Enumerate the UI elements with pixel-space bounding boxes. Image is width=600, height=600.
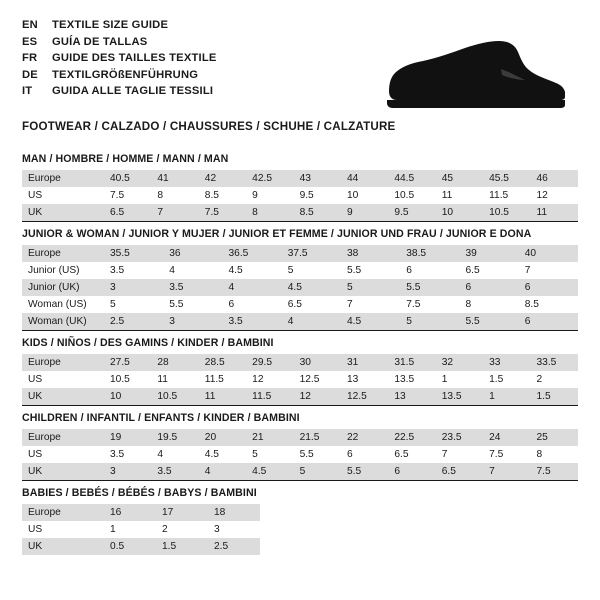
cell: 6.5 — [436, 463, 483, 480]
cell-empty — [260, 521, 578, 538]
cell: 7 — [436, 446, 483, 463]
cell: 8 — [531, 446, 578, 463]
cell: 13 — [341, 371, 388, 388]
row-label: Europe — [22, 245, 104, 262]
cell: 22 — [341, 429, 388, 446]
cell: 11 — [436, 187, 483, 204]
table-row — [22, 313, 578, 330]
table-row — [22, 204, 578, 221]
cell: 7.5 — [104, 187, 151, 204]
cell: 4 — [163, 262, 222, 279]
table-row — [22, 388, 578, 405]
cell: 10.5 — [104, 371, 151, 388]
language-row — [22, 18, 217, 34]
cell: 36.5 — [223, 245, 282, 262]
size-table-group-babies — [22, 487, 578, 555]
size-table — [22, 504, 578, 555]
cell: 3 — [104, 279, 163, 296]
cell: 6 — [341, 446, 388, 463]
cell: 40 — [519, 245, 578, 262]
cell: 5 — [246, 446, 293, 463]
table-row — [22, 538, 578, 555]
cell: 6 — [519, 279, 578, 296]
cell: 10.5 — [388, 187, 435, 204]
cell: 36 — [163, 245, 222, 262]
cell: 8.5 — [199, 187, 246, 204]
cell: 38 — [341, 245, 400, 262]
cell: 6 — [460, 279, 519, 296]
cell: 5.5 — [294, 446, 341, 463]
cell: 6.5 — [104, 204, 151, 221]
cell: 40.5 — [104, 170, 151, 187]
cell: 3.5 — [151, 463, 198, 480]
cell: 5 — [294, 463, 341, 480]
row-label: UK — [22, 204, 104, 221]
cell: 6 — [519, 313, 578, 330]
table-title: MAN / HOMBRE / HOMME / MANN / MAN — [22, 153, 229, 165]
row-label: UK — [22, 538, 104, 555]
cell: 9 — [246, 187, 293, 204]
table-row — [22, 279, 578, 296]
cell: 39 — [460, 245, 519, 262]
cell: 7 — [341, 296, 400, 313]
table-row — [22, 446, 578, 463]
cell: 5 — [104, 296, 163, 313]
cell: 41 — [151, 170, 198, 187]
cell: 23.5 — [436, 429, 483, 446]
dress-shoe-icon — [366, 34, 566, 114]
size-table — [22, 429, 578, 480]
cell: 1.5 — [531, 388, 578, 405]
cell: 7.5 — [531, 463, 578, 480]
cell: 5.5 — [341, 463, 388, 480]
language-code: DE — [22, 68, 38, 81]
size-table-group-children — [22, 412, 578, 481]
row-label: Junior (UK) — [22, 279, 104, 296]
cell: 19 — [104, 429, 151, 446]
cell: 6 — [223, 296, 282, 313]
language-row — [22, 68, 217, 84]
cell: 12.5 — [294, 371, 341, 388]
cell: 4 — [199, 463, 246, 480]
cell: 6.5 — [460, 262, 519, 279]
cell-empty — [260, 504, 578, 521]
row-label: UK — [22, 388, 104, 405]
cell: 1 — [104, 521, 156, 538]
cell: 45.5 — [483, 170, 530, 187]
cell: 18 — [208, 504, 260, 521]
language-title: GUÍA DE TALLAS — [52, 35, 148, 48]
row-label: Junior (US) — [22, 262, 104, 279]
language-title: TEXTILGRÖßENFÜHRUNG — [52, 68, 199, 81]
cell: 7 — [483, 463, 530, 480]
cell: 1 — [436, 371, 483, 388]
cell: 3.5 — [163, 279, 222, 296]
cell: 3.5 — [223, 313, 282, 330]
cell: 10 — [104, 388, 151, 405]
language-title: GUIDA ALLE TAGLIE TESSILI — [52, 85, 214, 97]
cell: 7 — [519, 262, 578, 279]
cell: 1 — [483, 388, 530, 405]
table-row — [22, 463, 578, 480]
row-label: US — [22, 187, 104, 204]
cell: 8.5 — [294, 204, 341, 221]
cell: 6 — [388, 463, 435, 480]
cell: 22.5 — [388, 429, 435, 446]
table-row — [22, 296, 578, 313]
cell: 6 — [400, 262, 459, 279]
cell: 1.5 — [156, 538, 208, 555]
language-title: GUIDE DES TAILLES TEXTILE — [52, 52, 217, 64]
cell: 11 — [151, 371, 198, 388]
language-row — [22, 84, 217, 100]
size-table — [22, 354, 578, 405]
row-label: Woman (US) — [22, 296, 104, 313]
cell: 10 — [436, 204, 483, 221]
cell: 33.5 — [531, 354, 578, 371]
cell: 11.5 — [483, 187, 530, 204]
cell: 11 — [531, 204, 578, 221]
cell: 10.5 — [151, 388, 198, 405]
cell: 33 — [483, 354, 530, 371]
row-label: Europe — [22, 354, 104, 371]
cell: 10.5 — [483, 204, 530, 221]
cell: 4 — [282, 313, 341, 330]
cell: 7 — [151, 204, 198, 221]
cell: 3 — [208, 521, 260, 538]
cell: 28 — [151, 354, 198, 371]
language-code: FR — [22, 52, 38, 64]
table-title: KIDS / NIÑOS / DES GAMINS / KINDER / BAMBINI — [22, 337, 274, 349]
size-table-group-kids — [22, 337, 578, 406]
cell: 42.5 — [246, 170, 293, 187]
divider — [22, 480, 578, 481]
cell: 11.5 — [199, 371, 246, 388]
cell: 4 — [151, 446, 198, 463]
row-label: Woman (UK) — [22, 313, 104, 330]
cell: 8 — [460, 296, 519, 313]
table-title: JUNIOR & WOMAN / JUNIOR Y MUJER / JUNIOR ET FEMME / JUNIOR UND FRAU / JUNIOR E DONA — [22, 228, 532, 240]
cell-empty — [260, 538, 578, 555]
cell: 11 — [199, 388, 246, 405]
cell: 5.5 — [341, 262, 400, 279]
table-row — [22, 187, 578, 204]
cell: 38.5 — [400, 245, 459, 262]
cell: 7.5 — [400, 296, 459, 313]
footwear-section-title: FOOTWEAR / CALZADO / CHAUSSURES / SCHUHE / CALZATURE — [22, 120, 396, 133]
language-row — [22, 51, 217, 67]
cell: 2.5 — [104, 313, 163, 330]
cell: 30 — [294, 354, 341, 371]
cell: 3 — [163, 313, 222, 330]
cell: 24 — [483, 429, 530, 446]
language-title: TEXTILE SIZE GUIDE — [52, 19, 169, 31]
cell: 0.5 — [104, 538, 156, 555]
cell: 46 — [531, 170, 578, 187]
cell: 13.5 — [436, 388, 483, 405]
cell: 28.5 — [199, 354, 246, 371]
cell: 5 — [341, 279, 400, 296]
table-title: BABIES / BEBÉS / BÉBÉS / BABYS / BAMBINI — [22, 487, 257, 499]
cell: 12.5 — [341, 388, 388, 405]
cell: 6.5 — [388, 446, 435, 463]
cell: 29.5 — [246, 354, 293, 371]
cell: 37.5 — [282, 245, 341, 262]
page-header — [22, 16, 578, 112]
cell: 8 — [246, 204, 293, 221]
language-row — [22, 35, 217, 51]
language-code: IT — [22, 85, 33, 97]
cell: 32 — [436, 354, 483, 371]
table-title: CHILDREN / INFANTIL / ENFANTS / KINDER / BAMBINI — [22, 412, 300, 424]
cell: 16 — [104, 504, 156, 521]
cell: 13 — [388, 388, 435, 405]
cell: 12 — [246, 371, 293, 388]
cell: 2.5 — [208, 538, 260, 555]
row-label: UK — [22, 463, 104, 480]
row-label: Europe — [22, 170, 104, 187]
table-row — [22, 521, 578, 538]
cell: 43 — [294, 170, 341, 187]
row-label: Europe — [22, 504, 104, 521]
divider — [22, 221, 578, 222]
table-row — [22, 262, 578, 279]
language-title-list — [22, 16, 217, 100]
table-row — [22, 429, 578, 446]
size-table — [22, 245, 578, 330]
cell: 5.5 — [460, 313, 519, 330]
cell: 11.5 — [246, 388, 293, 405]
cell: 31.5 — [388, 354, 435, 371]
cell: 17 — [156, 504, 208, 521]
cell: 5 — [282, 262, 341, 279]
cell: 5 — [400, 313, 459, 330]
cell: 9 — [341, 204, 388, 221]
cell: 45 — [436, 170, 483, 187]
cell: 12 — [294, 388, 341, 405]
cell: 13.5 — [388, 371, 435, 388]
row-label: US — [22, 521, 104, 538]
row-label: Europe — [22, 429, 104, 446]
cell: 4.5 — [341, 313, 400, 330]
cell: 3.5 — [104, 446, 151, 463]
cell: 8.5 — [519, 296, 578, 313]
cell: 9.5 — [294, 187, 341, 204]
cell: 10 — [341, 187, 388, 204]
cell: 2 — [531, 371, 578, 388]
cell: 4.5 — [246, 463, 293, 480]
cell: 21 — [246, 429, 293, 446]
cell: 4.5 — [282, 279, 341, 296]
size-table — [22, 170, 578, 221]
cell: 5.5 — [400, 279, 459, 296]
cell: 31 — [341, 354, 388, 371]
size-table-group-man — [22, 153, 578, 222]
table-row — [22, 245, 578, 262]
cell: 44 — [341, 170, 388, 187]
cell: 3 — [104, 463, 151, 480]
cell: 12 — [531, 187, 578, 204]
cell: 4.5 — [223, 262, 282, 279]
language-code: ES — [22, 35, 38, 48]
cell: 6.5 — [282, 296, 341, 313]
cell: 4.5 — [199, 446, 246, 463]
divider — [22, 405, 578, 406]
cell: 1.5 — [483, 371, 530, 388]
cell: 9.5 — [388, 204, 435, 221]
cell: 19.5 — [151, 429, 198, 446]
cell: 25 — [531, 429, 578, 446]
language-code: EN — [22, 19, 38, 31]
size-table-group-junior-woman — [22, 228, 578, 331]
table-row — [22, 354, 578, 371]
row-label: US — [22, 371, 104, 388]
table-row — [22, 170, 578, 187]
cell: 42 — [199, 170, 246, 187]
cell: 7.5 — [199, 204, 246, 221]
cell: 2 — [156, 521, 208, 538]
row-label: US — [22, 446, 104, 463]
cell: 4 — [223, 279, 282, 296]
cell: 3.5 — [104, 262, 163, 279]
table-row — [22, 504, 578, 521]
cell: 35.5 — [104, 245, 163, 262]
cell: 44.5 — [388, 170, 435, 187]
cell: 8 — [151, 187, 198, 204]
table-row — [22, 371, 578, 388]
cell: 21.5 — [294, 429, 341, 446]
cell: 27.5 — [104, 354, 151, 371]
cell: 5.5 — [163, 296, 222, 313]
cell: 20 — [199, 429, 246, 446]
divider — [22, 330, 578, 331]
cell: 7.5 — [483, 446, 530, 463]
